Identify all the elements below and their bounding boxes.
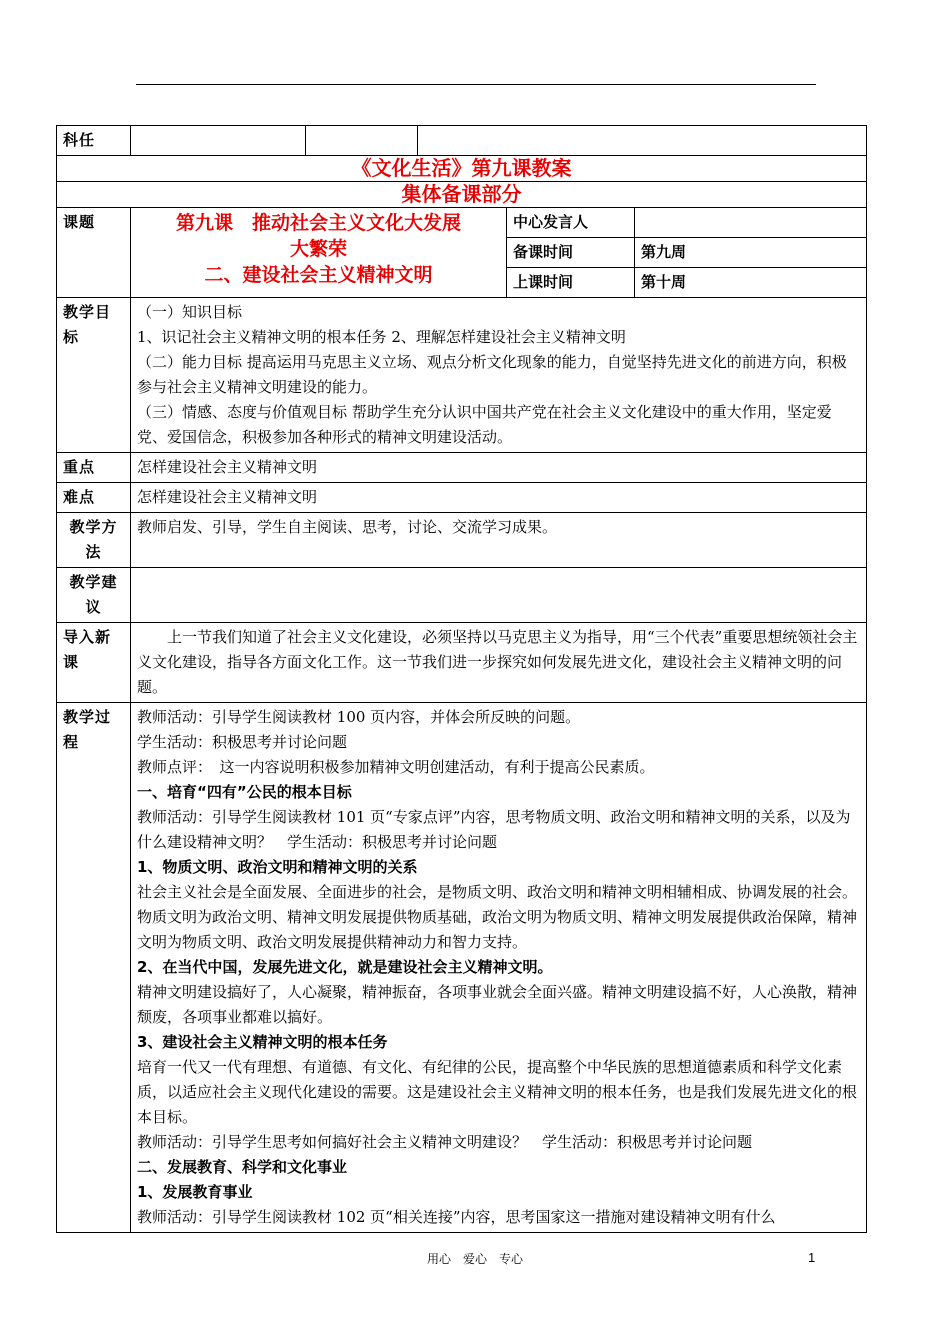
- process-paragraph: 物质文明为政治文明、精神文明发展提供物质基础，政治文明为物质文明、精神文明发展提供政治保障，精神文明为物质文明、政治文明发展提供精神动力和智力支持。: [137, 908, 858, 951]
- goal-line: 1、识记社会主义精神文明的根本任务 2、理解怎样建设社会主义精神文明: [137, 328, 626, 346]
- plan-subtitle: 集体备课部分: [57, 182, 867, 208]
- topic-label: 课题: [57, 208, 131, 298]
- goal-line: （三）情感、态度与价值观目标 帮助学生充分认识中国共产党在社会主义文化建设中的重大作用，坚定爱党、爱国信念，积极参加各种形式的精神文明建设活动。: [137, 403, 832, 446]
- process-paragraph: 教师活动：引导学生阅读教材 100 页内容，并体会所反映的问题。: [137, 708, 581, 726]
- goals-label: 教学目标: [57, 298, 131, 453]
- process-paragraph: 教师活动：引导学生阅读教材 101 页“专家点评”内容，思考物质文明、政治文明和精神文明的关系，以及为什么建设精神文明？ 学生活动：积极思考并讨论问题: [137, 808, 851, 851]
- lesson-title-line2: 大繁荣: [289, 238, 347, 260]
- difficulty-value: 怎样建设社会主义精神文明: [131, 483, 867, 513]
- suggestion-label: 教学建议: [57, 568, 131, 623]
- process-paragraph: 精神文明建设搞好了，人心凝聚，精神振奋，各项事业就会全面兴盛。精神文明建设搞不好，人心涣散，精神颓废，各项事业都难以搞好。: [137, 983, 858, 1026]
- goals-content: [131, 298, 867, 453]
- keren-cell-2: [306, 126, 418, 156]
- class-time-label: 上课时间: [507, 268, 635, 298]
- key-point-value: 怎样建设社会主义精神文明: [131, 453, 867, 483]
- process-paragraph: 培育一代又一代有理想、有道德、有文化、有纪律的公民，提高整个中华民族的思想道德素质和科学文化素质，以适应社会主义现代化建设的需要。这是建设社会主义精神文明的根本任务，也是我们发展先进文化的根本目标。: [137, 1058, 858, 1126]
- process-paragraph: 教师点评： 这一内容说明积极参加精神文明创建活动，有利于提高公民素质。: [137, 758, 655, 776]
- class-time-value: 第十周: [635, 268, 867, 298]
- process-paragraph: 社会主义社会是全面发展、全面进步的社会，是物质文明、政治文明和精神文明相辅相成、协调发展的社会。: [137, 883, 858, 901]
- process-content: [131, 703, 867, 1233]
- process-heading: 二、发展教育、科学和文化事业: [137, 1158, 348, 1176]
- lesson-title: [131, 208, 507, 298]
- plan-title: 《文化生活》第九课教案: [57, 156, 867, 182]
- key-point-label: 重点: [57, 453, 131, 483]
- intro-text: 上一节我们知道了社会主义文化建设，必须坚持以马克思主义为指导，用“三个代表”重要思想统领社会主义文化建设，指导各方面文化工作。这一节我们进一步探究如何发展先进文化，建设社会主义精神文明的问题。: [137, 628, 858, 696]
- keren-cell-3: [418, 126, 867, 156]
- lesson-title-line3: 二、建设社会主义精神文明: [204, 264, 433, 286]
- keren-label: 科任: [57, 126, 131, 156]
- process-heading: 1、物质文明、政治文明和精神文明的关系: [137, 858, 418, 876]
- intro-label: 导入新课: [57, 623, 131, 703]
- prep-time-label: 备课时间: [507, 238, 635, 268]
- lesson-plan-table: [56, 125, 867, 1233]
- process-label: 教学过程: [57, 703, 131, 1233]
- intro-content: [131, 623, 867, 703]
- difficulty-label: 难点: [57, 483, 131, 513]
- process-paragraph: 学生活动：积极思考并讨论问题: [137, 733, 348, 751]
- process-heading: 1、发展教育事业: [137, 1183, 253, 1201]
- process-heading: 一、培育“四有”公民的根本目标: [137, 783, 352, 801]
- lesson-title-line1: 第九课 推动社会主义文化大发展: [175, 212, 461, 234]
- header-rule: [136, 84, 816, 85]
- goal-line: （二）能力目标 提高运用马克思主义立场、观点分析文化现象的能力，自觉坚持先进文化的前进方向，积极参与社会主义精神文明建设的能力。: [137, 353, 847, 396]
- keren-cell-1: [131, 126, 306, 156]
- method-label: 教学方法: [57, 513, 131, 568]
- suggestion-value: [131, 568, 867, 623]
- goal-line: （一）知识目标: [137, 303, 243, 321]
- process-heading: 3、建设社会主义精神文明的根本任务: [137, 1033, 388, 1051]
- speaker-label: 中心发言人: [507, 208, 635, 238]
- process-paragraph: 教师活动：引导学生思考如何搞好社会主义精神文明建设？ 学生活动：积极思考并讨论问题: [137, 1133, 753, 1151]
- process-paragraph: 教师活动：引导学生阅读教材 102 页“相关连接”内容，思考国家这一措施对建设精神文明有什么: [137, 1208, 776, 1226]
- method-value: 教师启发、引导，学生自主阅读、思考，讨论、交流学习成果。: [131, 513, 867, 568]
- page-number: 1: [808, 1250, 816, 1265]
- prep-time-value: 第九周: [635, 238, 867, 268]
- footer-motto: 用心 爱心 专心: [426, 1252, 523, 1266]
- process-heading: 2、在当代中国，发展先进文化，就是建设社会主义精神文明。: [137, 958, 553, 976]
- speaker-value: [635, 208, 867, 238]
